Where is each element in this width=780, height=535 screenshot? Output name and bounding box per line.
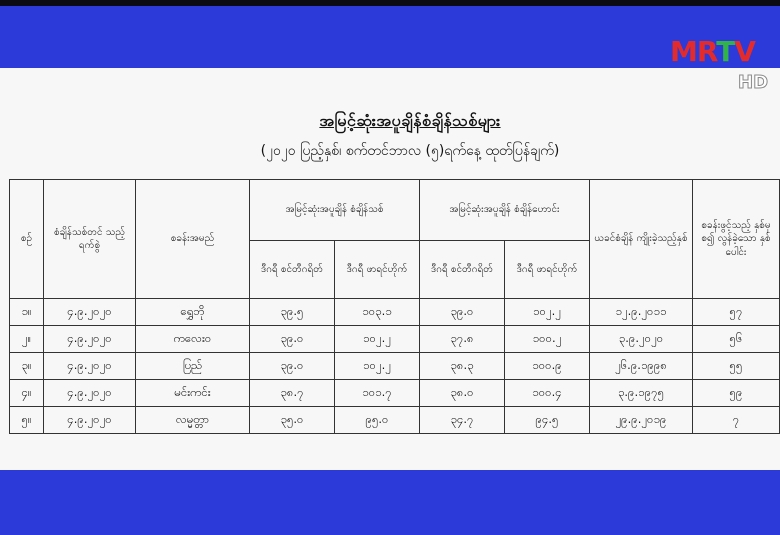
mrtv-logo-text: MRTV <box>670 35 755 68</box>
cell-no: ၄။ <box>10 380 44 407</box>
header-old-record-date: ယခင်စံချိန် ကျိုးခဲ့သည့်နှစ် <box>590 180 693 299</box>
bottom-band <box>0 470 780 535</box>
cell-new-celsius: ၃၉.၀ <box>250 326 335 353</box>
cell-years: ၅၅ <box>693 353 780 380</box>
cell-no: ၂။ <box>10 326 44 353</box>
cell-old-celsius: ၃၉.၀ <box>420 299 505 326</box>
cell-old-date: ၃.၉.၂၀၂၀ <box>590 326 693 353</box>
page-title: အမြင့်ဆုံးအပူချိန်စံချိန်သစ်များ <box>319 111 501 130</box>
cell-new-celsius: ၃၉.၅ <box>250 299 335 326</box>
cell-date: ၄.၉.၂၀၂၀ <box>44 407 136 434</box>
header-new-record: အမြင့်ဆုံးအပူချိန် စံချိန်သစ် <box>250 180 420 241</box>
cell-years: ၅၆ <box>693 326 780 353</box>
cell-date: ၄.၉.၂၀၂၀ <box>44 299 136 326</box>
cell-no: ၅။ <box>10 407 44 434</box>
cell-new-celsius: ၃၅.၀ <box>250 407 335 434</box>
cell-date: ၄.၉.၂၀၂၀ <box>44 326 136 353</box>
cell-old-celsius: ၃၈.၃ <box>420 353 505 380</box>
cell-old-date: ၃.၉.၁၉၇၅ <box>590 380 693 407</box>
header-no: စဉ် <box>10 180 44 299</box>
cell-no: ၃။ <box>10 353 44 380</box>
cell-old-fahrenheit: ၁၀၂.၂ <box>505 299 590 326</box>
cell-station: မင်းကင်း <box>136 380 250 407</box>
cell-station: ရွှေဘို <box>136 299 250 326</box>
cell-old-fahrenheit: ၁၀၀.၉ <box>505 353 590 380</box>
cell-no: ၁။ <box>10 299 44 326</box>
header-new-celsius: ဒီဂရီ စင်တီဂရိတ် <box>250 241 335 299</box>
cell-new-celsius: ၃၈.၇ <box>250 380 335 407</box>
cell-old-date: ၂၆.၉.၁၉၉၈ <box>590 353 693 380</box>
cell-date: ၄.၉.၂၀၂၀ <box>44 353 136 380</box>
cell-old-fahrenheit: ၉၄.၅ <box>505 407 590 434</box>
header-date: စံချိန်သစ်တင် သည့်ရက်စွဲ <box>44 180 136 299</box>
cell-old-celsius: ၃၄.၇ <box>420 407 505 434</box>
cell-date: ၄.၉.၂၀၂၀ <box>44 380 136 407</box>
table-row <box>10 407 780 434</box>
cell-old-fahrenheit: ၁၀၀.၄ <box>505 380 590 407</box>
header-old-record: အမြင့်ဆုံးအပူချိန် စံချိန်ဟောင်း <box>420 180 590 241</box>
cell-old-date: ၁၂.၉.၂၀၁၁ <box>590 299 693 326</box>
page-subtitle: (၂၀၂၀ ပြည့်နှစ်၊ စက်တင်ဘာလ (၅)ရက်နေ့ ထုတ်ပြန်ချက်) <box>260 143 560 159</box>
cell-old-fahrenheit: ၁၀၀.၂ <box>505 326 590 353</box>
cell-old-celsius: ၃၇.၈ <box>420 326 505 353</box>
cell-new-fahrenheit: ၁၀၃.၁ <box>335 299 420 326</box>
cell-station: ကလေးဝ <box>136 326 250 353</box>
cell-old-celsius: ၃၈.၀ <box>420 380 505 407</box>
top-band <box>0 6 780 68</box>
header-old-fahrenheit: ဒီဂရီ ဖာရင်ဟိုက် <box>505 241 590 299</box>
cell-new-fahrenheit: ၁၀၁.၇ <box>335 380 420 407</box>
cell-years: ၅၇ <box>693 299 780 326</box>
header-station: စခန်းအမည် <box>136 180 250 299</box>
table-row <box>10 299 780 326</box>
cell-years: ၇ <box>693 407 780 434</box>
table-row <box>10 353 780 380</box>
temperature-records-table <box>9 179 780 434</box>
header-old-celsius: ဒီဂရီ စင်တီဂရိတ် <box>420 241 505 299</box>
mrtv-hd-logo <box>670 35 780 98</box>
cell-years: ၅၉ <box>693 380 780 407</box>
cell-new-fahrenheit: ၁၀၂.၂ <box>335 353 420 380</box>
cell-new-celsius: ၃၉.၀ <box>250 353 335 380</box>
header-years: စခန်းဖွင့်သည့် နှစ်မှစ၍ လွန်ခဲ့သော နှစ်ပေါင်း <box>693 180 780 299</box>
cell-new-fahrenheit: ၉၅.၀ <box>335 407 420 434</box>
cell-station: လမ္မတ္တာ <box>136 407 250 434</box>
cell-old-date: ၂၉.၉.၂၀၁၉ <box>590 407 693 434</box>
cell-station: ပြည် <box>136 353 250 380</box>
header-new-fahrenheit: ဒီဂရီ ဖာရင်ဟိုက် <box>335 241 420 299</box>
table-row <box>10 326 780 353</box>
cell-new-fahrenheit: ၁၀၂.၂ <box>335 326 420 353</box>
hd-logo-text: HD <box>738 72 769 93</box>
table-row <box>10 380 780 407</box>
